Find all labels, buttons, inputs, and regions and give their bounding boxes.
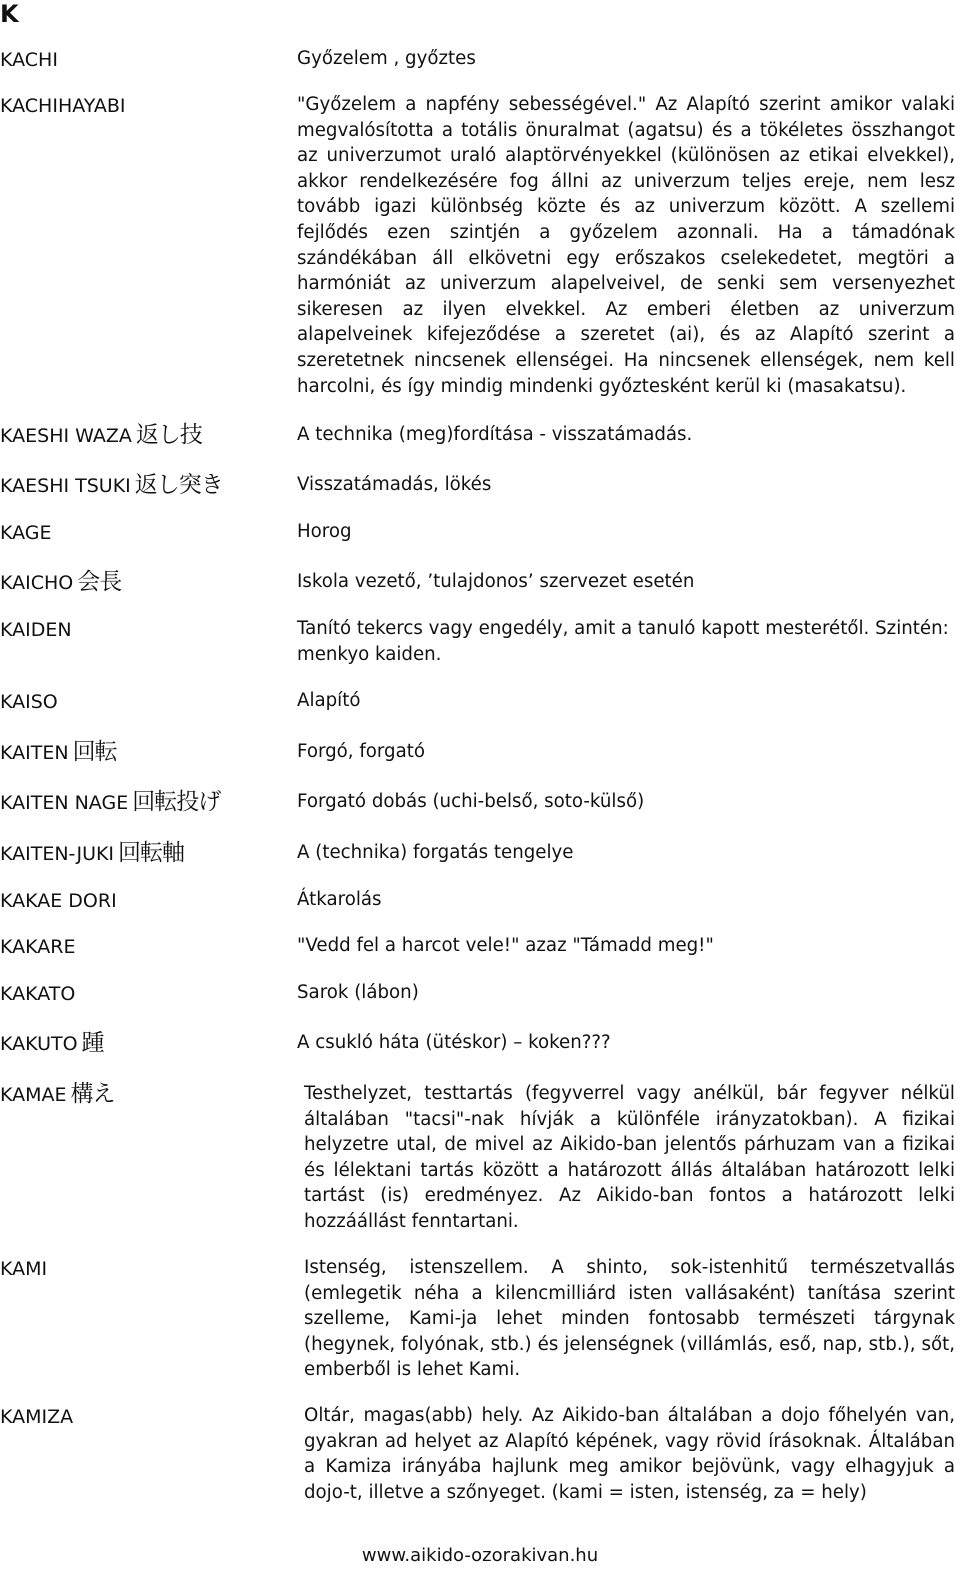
term-kanji: 返し技: [135, 422, 202, 448]
definition: Győzelem , győztes: [297, 48, 476, 69]
term: [0, 1255, 290, 1282]
definition: A (technika) forgatás tengelye: [297, 842, 574, 863]
term: [0, 840, 290, 867]
term: [0, 887, 290, 914]
definition: Alapító: [297, 690, 361, 711]
term-romaji: KACHIHAYABI: [0, 95, 126, 117]
term-kanji: 構え: [70, 1081, 115, 1107]
term: [0, 980, 290, 1007]
definition: Oltár, magas(abb) hely. Az Aikido-ban általában a dojo főhelyén van, gyakran ad helyet az Alapító képének, vagy rövid írásoknak. Általában a Kamiza irányába hajlunk meg amikor bejövünk, vagy elhagyjuk a dojo-t, illetve a szőnyeget. (kami = isten, istenség, za = hely): [304, 1405, 955, 1503]
term-romaji: KAKAE DORI: [0, 890, 117, 912]
definition: Forgó, forgató: [297, 741, 425, 762]
footer-url: www.aikido-ozorakivan.hu: [361, 1545, 599, 1566]
term-kanji: 回転: [72, 739, 117, 765]
term: [0, 519, 290, 546]
term: [0, 1030, 290, 1057]
term: [0, 616, 290, 643]
term: [0, 569, 290, 596]
term: [0, 92, 290, 119]
term-romaji: KAKUTO: [0, 1033, 78, 1055]
definition: A technika (meg)fordítása - visszatámadás.: [297, 424, 693, 445]
term-romaji: KAKARE: [0, 936, 76, 958]
definition: Visszatámadás, lökés: [297, 474, 492, 495]
definition: Tanító tekercs vagy engedély, amit a tanuló kapott mesterétől. Szintén: menkyo kaiden.: [297, 618, 949, 665]
term: [0, 688, 290, 715]
term: [0, 1081, 290, 1108]
term-romaji: KAITEN-JUKI: [0, 843, 115, 865]
term-romaji: KAMIZA: [0, 1406, 74, 1428]
term-romaji: KAITEN: [0, 742, 69, 764]
definition: Átkarolás: [297, 889, 382, 910]
term-kanji: 返し突き: [134, 472, 223, 498]
term-romaji: KAISO: [0, 691, 58, 713]
term-kanji: 回転軸: [118, 840, 185, 866]
definition: Sarok (lábon): [297, 982, 419, 1003]
definition: Testhelyzet, testtartás (fegyverrel vagy anélkül, bár fegyver nélkül általában "tacsi"-nak hívják a különféle irányzatokban). A fizikai helyzetre utal, de mivel az Aikido-ban jelentős párhuzam van a fizikai és lélektani tartás között a határozott állás általában határozott lelki tartást (is) eredményez. Az Aikido-ban fontos a határozott lelki hozzáállást fenntartani.: [304, 1083, 955, 1232]
definition: "Vedd fel a harcot vele!" azaz "Támadd meg!": [297, 935, 714, 956]
term: [0, 789, 290, 816]
term-romaji: KAITEN NAGE: [0, 792, 129, 814]
term-kanji: 踵: [81, 1030, 104, 1056]
term-kanji: 回転投げ: [132, 789, 221, 815]
term: [0, 1403, 290, 1430]
term: [0, 422, 290, 449]
term-romaji: KAKATO: [0, 983, 76, 1005]
definition: Forgató dobás (uchi-belső, soto-külső): [297, 791, 645, 812]
definition: Istenség, istenszellem. A shinto, sok-istenhitű természetvallás (emlegetik néha a kilencmilliárd isten vallásaként) tanítása szerint szelleme, Kami-ja lehet minden fontosabb természeti tárgynak (hegynek, folyónak, stb.) és jelenségnek (villámlás, eső, nap, stb.), sőt, emberből is lehet Kami.: [304, 1257, 955, 1381]
definition: Iskola vezető, ’tulajdonos’ szervezet esetén: [297, 571, 695, 592]
term: [0, 472, 290, 499]
term-romaji: KAESHI TSUKI: [0, 475, 131, 497]
term: [0, 933, 290, 960]
definition: "Győzelem a napfény sebességével." Az Alapító szerint amikor valaki megvalósította a totális önuralmat (agatsu) és a tökéletes összhangot az univerzumot uraló alaptörvényekkel (különösen az etikai elvekkel), akkor rendelkezésére fog állni az univerzum teljes ereje, nem lesz tovább igazi különbség közte és az univerzum között. A szellemi fejlődés ezen szintjén a győzelem azonnali. Ha a támadónak szándékában áll elkövetni egy erőszakos cselekedetet, megtöri a harmóniát az univerzum alapelveivel, de senki sem versenyezhet sikeresen az ilyen elvekkel. Az emberi életben az univerzum alapelveinek kifejeződése a szeretet (ai), és az Alapító szerint a szeretetnek nincsenek ellenségei. Ha nincsenek ellenségek, nem kell harcolni, és így mindig mindenki győztesként kerül ki (masakatsu).: [297, 94, 955, 397]
term-romaji: KAIDEN: [0, 619, 72, 641]
term-romaji: KAICHO: [0, 572, 74, 594]
definition: Horog: [297, 521, 352, 542]
term: [0, 46, 290, 73]
term-romaji: KAESHI WAZA: [0, 425, 132, 447]
term-kanji: 会長: [77, 569, 122, 595]
term-romaji: KAGE: [0, 522, 52, 544]
definition: A csukló háta (ütéskor) – koken???: [297, 1032, 611, 1053]
term-romaji: KAMI: [0, 1258, 48, 1280]
section-letter: K: [0, 0, 19, 28]
term: [0, 739, 290, 766]
term-romaji: KACHI: [0, 49, 58, 71]
term-romaji: KAMAE: [0, 1084, 67, 1106]
